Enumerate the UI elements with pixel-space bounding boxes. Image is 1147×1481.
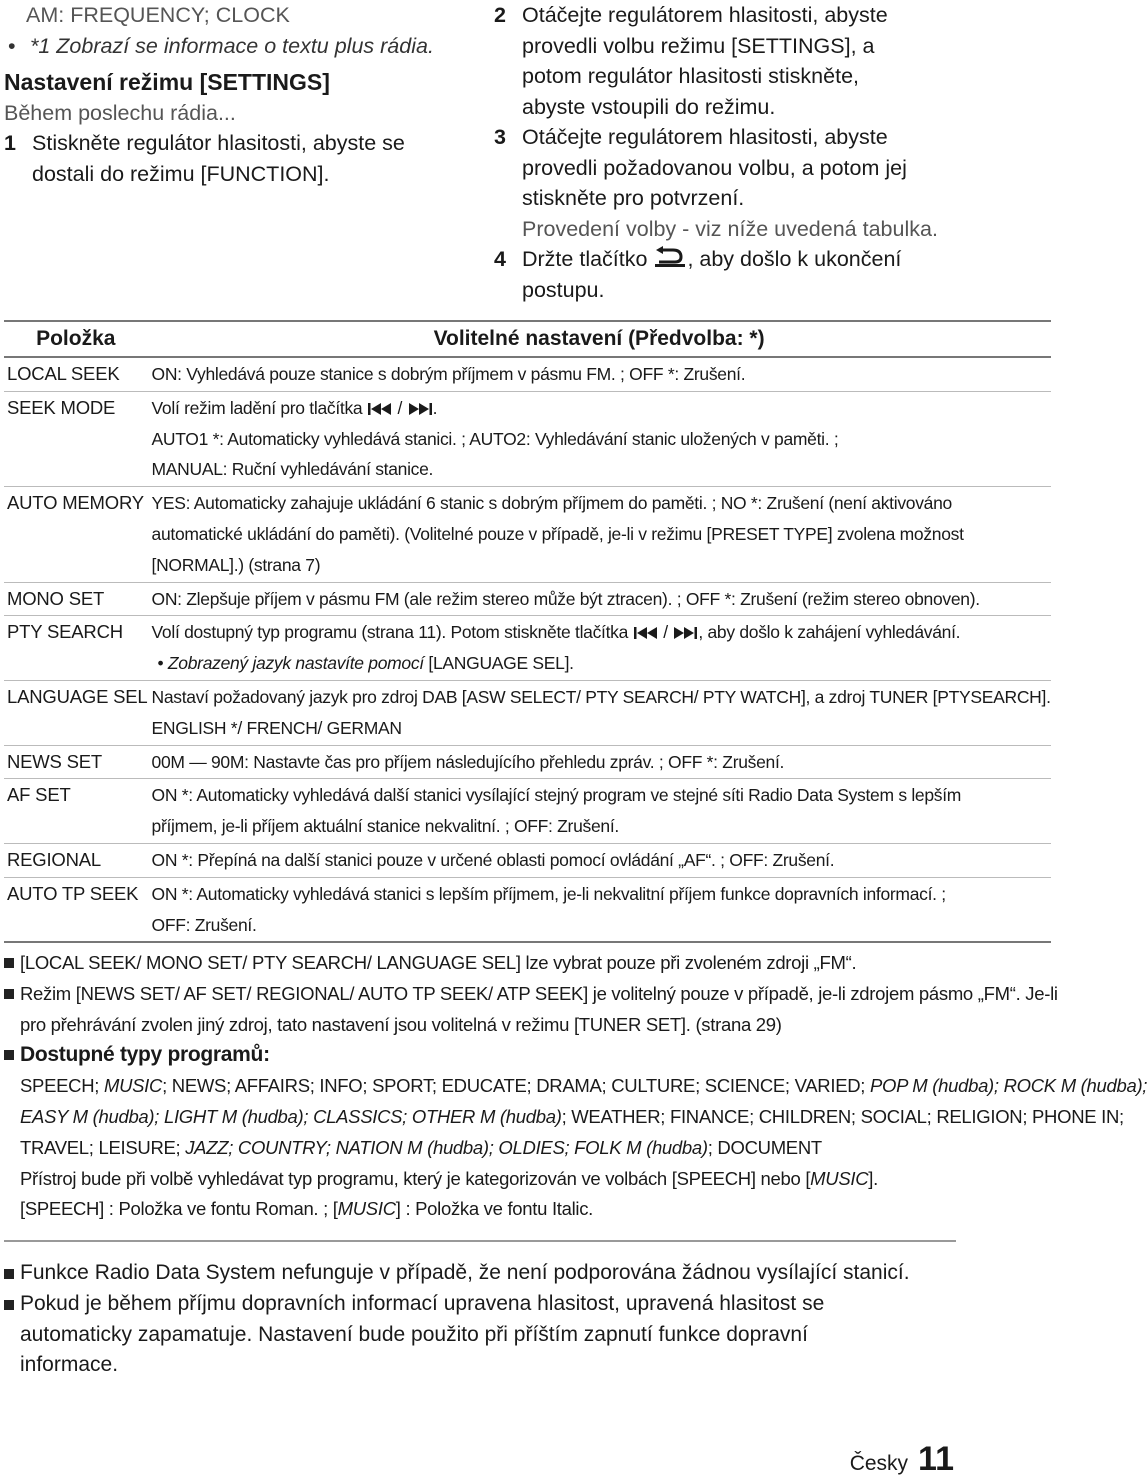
row-item: PTY SEARCH [4, 616, 148, 681]
desc-text: / [397, 397, 403, 418]
desc-line: příjmem, je-li příjem aktuální stanice nekvalitní. ; OFF: Zrušení. [151, 816, 619, 837]
row-desc [148, 487, 1051, 582]
skip-back-icon [633, 626, 659, 640]
step-1 [4, 128, 474, 189]
table-row [4, 391, 1051, 486]
step-text: abyste vstoupili do režimu. [522, 94, 776, 119]
note-item [4, 1289, 956, 1381]
desc-bullet: • Zobrazený jazyk nastavíte pomocí [LANGUAGE SEL]. [157, 653, 574, 674]
square-bullet-icon [4, 1300, 14, 1310]
square-bullet-icon [4, 1050, 14, 1060]
pty-text: MUSIC [810, 1167, 869, 1189]
step-number: 4 [494, 247, 506, 271]
pty-text: [SPEECH] : Položka ve fontu Roman. ; [ [20, 1198, 338, 1220]
table-row [4, 357, 1051, 391]
desc-text: . [432, 397, 438, 418]
footnote-line: • *1 Zobrazí se informace o textu plus rádia. [8, 33, 434, 58]
row-item: AF SET [4, 779, 148, 844]
pty-text: MUSIC [103, 1075, 163, 1097]
pty-text: ]. [868, 1167, 878, 1189]
row-item: AUTO TP SEEK [4, 877, 148, 942]
row-item: LOCAL SEEK [4, 357, 148, 391]
pty-text: ; WEATHER; FINANCE; CHILDREN; SOCIAL; RELIGION; PHONE IN; [561, 1105, 1124, 1127]
row-desc [148, 680, 1051, 745]
note-text: Pokud je během příjmu dopravních informací upravena hlasitost, upravená hlasitost se [20, 1291, 825, 1315]
desc-text: , aby došlo k zahájení vyhledávání. [698, 622, 961, 643]
table-header-option: Volitelné nastavení (Předvolba: *) [148, 321, 1051, 357]
desc-text: [LANGUAGE SEL]. [428, 653, 574, 674]
back-return-icon [653, 246, 687, 268]
note-text: [LOCAL SEEK/ MONO SET/ PTY SEARCH/ LANGUAGE SEL] lze vybrat pouze při zvoleném zdroji „FM“. [20, 952, 857, 973]
skip-forward-icon [407, 402, 433, 416]
row-desc [148, 877, 1051, 942]
pty-line [4, 1071, 1147, 1102]
section-divider [4, 1240, 956, 1242]
step-text: provedli volbu režimu [SETTINGS], a [522, 33, 875, 58]
note-text: informace. [20, 1353, 119, 1377]
row-desc [148, 779, 1051, 844]
note-item [4, 1258, 956, 1289]
right-column [494, 0, 956, 305]
row-desc: ON: Vyhledává pouze stanice s dobrým příjmem v pásmu FM. ; OFF *: Zrušení. [148, 357, 1051, 391]
desc-line: ON *: Automaticky vyhledává stanici s lepším příjmem, je-li nekvalitní příjem funkce dopravních informací. ; [151, 883, 946, 904]
text-line: AM: FREQUENCY; CLOCK [26, 3, 290, 27]
row-item: LANGUAGE SEL [4, 680, 148, 745]
row-desc: ON: Zlepšuje příjem v pásmu FM (ale režim stereo může být ztracen). ; OFF *: Zrušení (režim stereo obnoven). [148, 582, 1051, 616]
note-text: automaticky zapamatuje. Nastavení bude použito při příštím zapnutí funkce dopravní [20, 1322, 808, 1346]
step-2 [494, 0, 956, 122]
step-text: postupu. [522, 277, 605, 302]
pty-line [4, 1133, 956, 1164]
section-heading: Nastavení režimu [SETTINGS] [4, 69, 330, 95]
skip-forward-icon [672, 626, 698, 640]
step-number: 1 [4, 131, 16, 155]
bottom-notes [4, 1258, 956, 1381]
note-item [4, 948, 956, 979]
pty-text: SPEECH; [20, 1075, 104, 1097]
desc-line: OFF: Zrušení. [151, 914, 257, 935]
row-desc [148, 616, 1051, 681]
pty-text: EASY M (hudba); LIGHT M (hudba); CLASSICS; OTHER M (hudba) [20, 1105, 562, 1127]
text-line: Během poslechu rádia... [4, 100, 236, 125]
table-row [4, 877, 1051, 942]
pty-text: ; DOCUMENT [707, 1136, 822, 1158]
desc-line: ON *: Automaticky vyhledává další stanici vysílající stejný program ve stejné síti Radio Data System s lepším [151, 785, 962, 806]
pty-line [4, 1164, 956, 1195]
pty-text: POP M (hudba); ROCK M (hudba); [869, 1075, 1147, 1097]
row-item: AUTO MEMORY [4, 487, 148, 582]
table-row [4, 779, 1051, 844]
table-row [4, 487, 1051, 582]
pty-text: JAZZ; COUNTRY; NATION M (hudba); OLDIES; FOLK M (hudba) [185, 1136, 708, 1158]
row-desc: ON *: Přepíná na další stanici pouze v určené oblasti pomocí ovládání „AF“. ; OFF: Zrušení. [148, 843, 1051, 877]
row-item: SEEK MODE [4, 391, 148, 486]
note-text: Funkce Radio Data System nefunguje v případě, že není podporována žádnou vysílající stanicí. [20, 1261, 910, 1284]
notes-section [4, 948, 1147, 1225]
page-footer [850, 1440, 954, 1479]
table-header-row [4, 321, 1051, 357]
step-text: Provedení volby - viz níže uvedená tabulka. [522, 216, 938, 241]
desc-text: Volí dostupný typ programu (strana 11). Potom stiskněte tlačítka [151, 622, 629, 643]
desc-line: YES: Automaticky zahajuje ukládání 6 stanic s dobrým příjmem do paměti. ; NO *: Zrušení (není aktivováno [151, 493, 952, 514]
table-row [4, 680, 1051, 745]
desc-text: Volí režim ladění pro tlačítka [151, 397, 363, 418]
desc-line: AUTO1 *: Automaticky vyhledává stanici. ; AUTO2: Vyhledávání stanic uložených v paměti. ; [151, 428, 839, 449]
row-item: NEWS SET [4, 745, 148, 779]
step-text: stiskněte pro potvrzení. [522, 186, 745, 210]
pty-line [4, 1102, 1124, 1133]
pty-text: MUSIC [337, 1198, 396, 1220]
step-text: Otáčejte regulátorem hlasitosti, abyste [522, 3, 888, 27]
row-item: REGIONAL [4, 843, 148, 877]
note-item [4, 1040, 956, 1071]
step-text: provedli požadovanou volbu, a potom jej [522, 155, 907, 180]
step-text: Otáčejte regulátorem hlasitosti, abyste [522, 125, 888, 149]
desc-line: MANUAL: Ruční vyhledávání stanice. [151, 459, 434, 480]
step-text-part: , aby došlo k ukončení [687, 247, 902, 271]
desc-line: [NORMAL].) (strana 7) [151, 554, 321, 575]
note-item [4, 979, 1058, 1041]
left-column [4, 0, 474, 189]
square-bullet-icon [4, 958, 14, 968]
pty-text: ] : Položka ve fontu Italic. [395, 1198, 594, 1220]
pty-text: Přístroj bude při volbě vyhledávat typ programu, který je kategorizován ve volbách [SPEECH] nebo [ [20, 1167, 811, 1189]
step-number: 2 [494, 3, 506, 27]
row-desc [148, 391, 1051, 486]
desc-text: / [663, 622, 668, 643]
pty-line [4, 1194, 956, 1225]
desc-line: automatické ukládání do paměti). (Volitelné pouze v případě, je-li v režimu [PRESET TYPE] zvolena možnost [151, 523, 964, 544]
table-row [4, 582, 1051, 616]
step-4 [494, 244, 956, 305]
square-bullet-icon [4, 1269, 14, 1279]
pty-text: TRAVEL; LEISURE; [20, 1136, 186, 1158]
settings-table [4, 320, 1051, 943]
table-header-item: Položka [4, 321, 148, 357]
step-text-part: Držte tlačítko [522, 247, 648, 271]
step-text [522, 244, 956, 275]
table-row [4, 616, 1051, 681]
step-text: potom regulátor hlasitosti stiskněte, [522, 64, 859, 88]
desc-text: Zobrazený jazyk nastavíte pomocí [167, 653, 424, 674]
language-label: Česky [849, 1452, 909, 1475]
row-item: MONO SET [4, 582, 148, 616]
step-text: Stiskněte regulátor hlasitosti, abyste se [32, 131, 405, 155]
step-text: dostali do režimu [FUNCTION]. [32, 161, 330, 186]
pty-text: ; NEWS; AFFAIRS; INFO; SPORT; EDUCATE; DRAMA; CULTURE; SCIENCE; VARIED; [162, 1075, 870, 1097]
footnote-text: *1 Zobrazí se informace o textu plus rádia. [30, 33, 434, 58]
skip-back-icon [367, 402, 393, 416]
table-row [4, 745, 1051, 779]
note-heading: Dostupné typy programů: [20, 1043, 270, 1067]
page-number: 11 [918, 1440, 954, 1478]
square-bullet-icon [4, 989, 14, 999]
row-desc: 00M — 90M: Nastavte čas pro příjem následujícího přehledu zpráv. ; OFF *: Zrušení. [148, 745, 1051, 779]
desc-line: Nastaví požadovaný jazyk pro zdroj DAB [ASW SELECT/ PTY SEARCH/ PTY WATCH], a zdroj TUNER [PTYSEARCH]. [151, 686, 1051, 707]
step-3 [494, 122, 956, 244]
table-row [4, 843, 1051, 877]
note-text: Režim [NEWS SET/ AF SET/ REGIONAL/ AUTO TP SEEK/ ATP SEEK] je volitelný pouze v případě, je-li zdrojem pásmo „FM“. Je-li [20, 982, 1058, 1004]
desc-line: ENGLISH */ FRENCH/ GERMAN [151, 717, 402, 738]
step-number: 3 [494, 125, 506, 149]
note-text: pro přehrávání zvolen jiný zdroj, tato nastavení jsou volitelná v režimu [TUNER SET]. (strana 29) [20, 1013, 782, 1035]
